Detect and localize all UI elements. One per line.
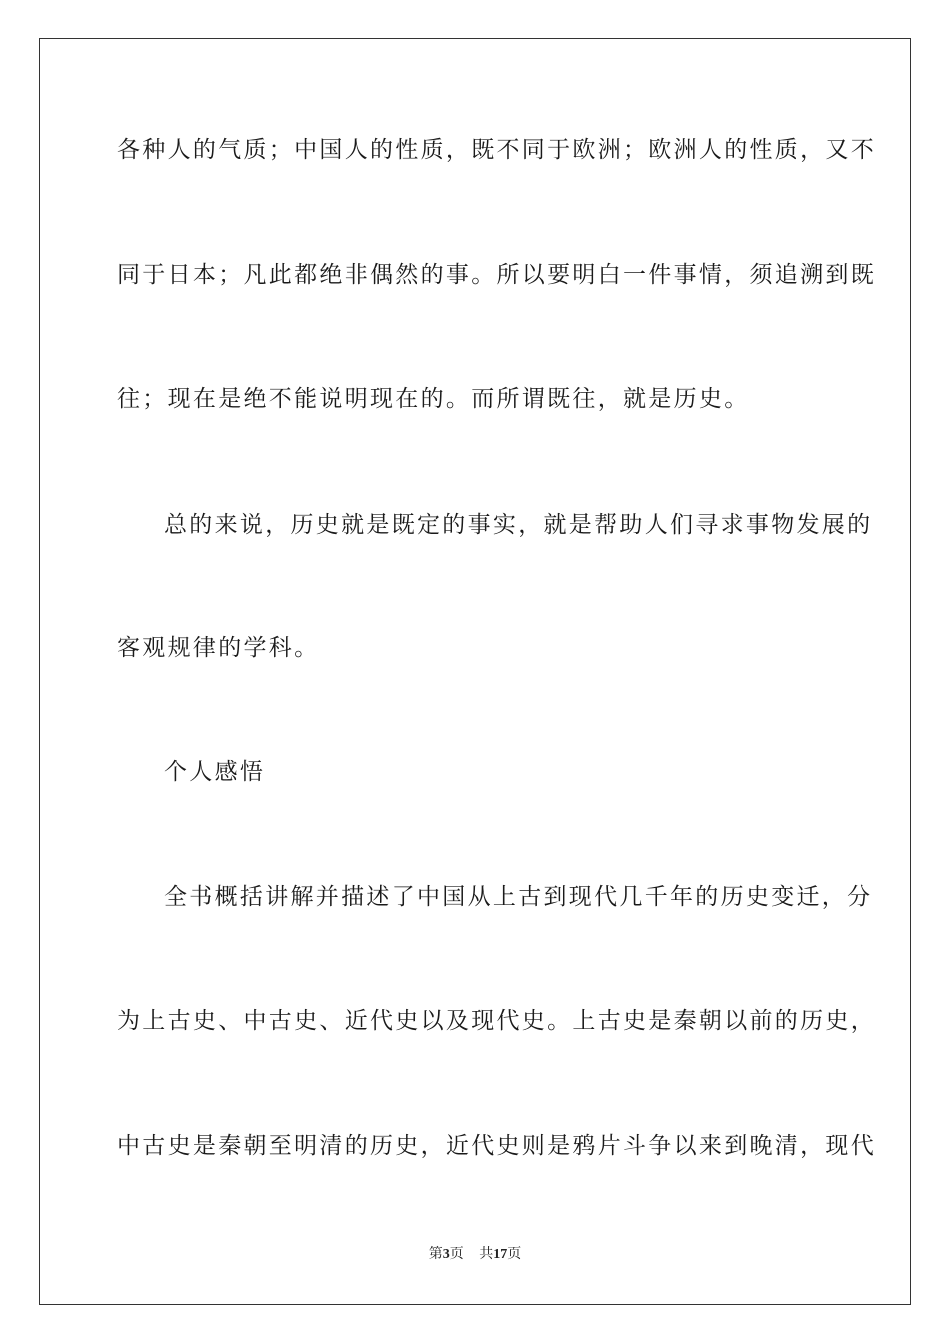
page-footer: [0, 1246, 950, 1264]
paragraph-line: 各种人的气质；中国人的性质，既不同于欧洲；欧洲人的性质，又不: [117, 137, 876, 163]
paragraph-line: 往；现在是绝不能说明现在的。而所谓既往，就是历史。: [117, 386, 750, 412]
paragraph-line: 同于日本；凡此都绝非偶然的事。所以要明白一件事情，须追溯到既: [117, 262, 876, 288]
section-heading: 个人感悟: [164, 759, 266, 785]
page-border: [39, 38, 911, 1305]
total-pages-indicator: 共17页: [479, 1247, 522, 1262]
paragraph-line: 客观规律的学科。: [117, 635, 320, 661]
paragraph-line: 为上古史、中古史、近代史以及现代史。上古史是秦朝以前的历史，: [117, 1008, 876, 1034]
page-number: 3: [442, 1247, 450, 1262]
paragraph-line: 全书概括讲解并描述了中国从上古到现代几千年的历史变迁，分: [164, 884, 873, 910]
paragraph-line: 中古史是秦朝至明清的历史，近代史则是鸦片斗争以来到晚清，现代: [117, 1133, 876, 1159]
paragraph-line: 总的来说，历史就是既定的事实，就是帮助人们寻求事物发展的: [164, 512, 873, 538]
total-pages: 17: [493, 1247, 508, 1262]
page-indicator: 第3页: [428, 1247, 464, 1262]
